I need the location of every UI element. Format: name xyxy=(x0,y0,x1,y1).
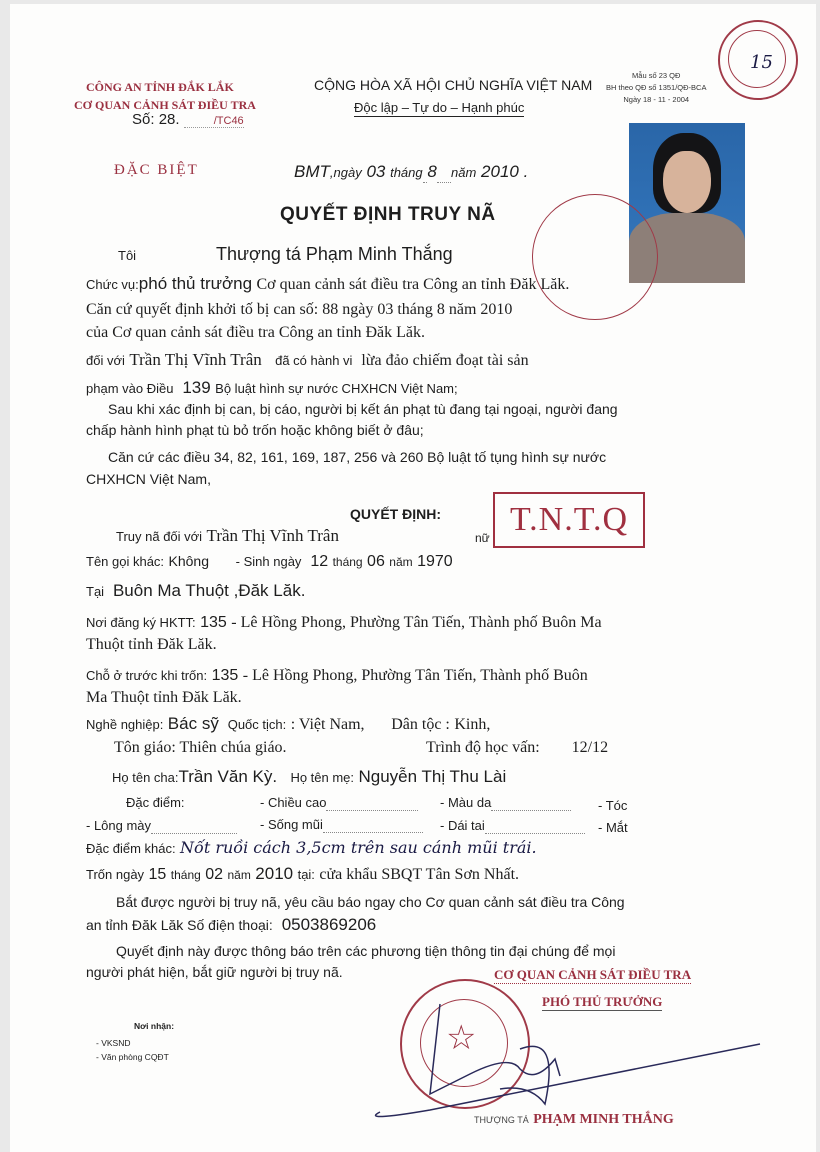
father-name: Trần Văn Kỳ. xyxy=(178,767,278,786)
residence-number: 135 xyxy=(211,667,239,684)
basis-line-2: của Cơ quan cảnh sát điều tra Công an tỉnh Đăk Lăk. xyxy=(86,324,426,341)
religion-value: Thiên chúa giáo. xyxy=(179,739,287,756)
motto: Độc lập – Tự do – Hạnh phúc xyxy=(354,100,525,115)
feature-skin xyxy=(440,795,571,811)
basis-suspect-name: Trần Thị Vĩnh Trân xyxy=(129,350,262,369)
dob-thang: tháng xyxy=(332,555,363,569)
position-rest: Cơ quan cảnh sát điều tra Công an tỉnh Đăk Lăk. xyxy=(256,276,570,293)
form-line-1: Mẫu số 23 QĐ xyxy=(632,71,681,80)
alias-dob-line xyxy=(86,553,453,571)
dob-year: 1970 xyxy=(417,553,453,570)
signatory xyxy=(474,1110,674,1128)
recipient-item: - VKSND xyxy=(96,1038,131,1048)
basis-para-2a: Sau khi xác định bị can, bị cáo, người bị kết án phạt tù đang tại ngoại, người đang xyxy=(108,401,618,417)
basis-article-label: phạm vào Điều xyxy=(86,381,174,396)
feature-height xyxy=(260,795,418,811)
residence-label: Chỗ ở trước khi trốn: xyxy=(86,668,208,683)
basis-line-1 xyxy=(86,301,512,319)
tntq-stamp: T.N.T.Q xyxy=(493,492,645,548)
escape-place-label: tại: xyxy=(297,867,315,882)
escape-place: cửa khẩu SBQT Tân Sơn Nhất. xyxy=(319,866,520,883)
recipients-label: Nơi nhận: xyxy=(134,1021,175,1031)
date-month: 8 xyxy=(427,162,437,181)
feature-nose xyxy=(260,817,423,833)
doc-number xyxy=(132,111,244,128)
feature-nose-label: - Sống mũi xyxy=(260,817,323,832)
doc-number-value: 28. xyxy=(158,111,180,128)
signature-role: PHÓ THỦ TRƯỞNG xyxy=(542,994,663,1009)
occupation-label: Nghề nghiệp: xyxy=(86,717,164,732)
birthplace-line xyxy=(86,581,305,601)
position-value: phó thủ trưởng xyxy=(138,274,253,293)
education-label: Trình độ học vấn: xyxy=(426,739,540,756)
birthplace-label: Tại xyxy=(86,584,105,599)
basis-doi-voi: đối với xyxy=(86,353,125,368)
mother-name: Nguyễn Thị Thu Lài xyxy=(358,767,507,786)
hktt-number: 135 xyxy=(200,614,227,631)
agency-line-2: CƠ QUAN CẢNH SÁT ĐIỀU TRA xyxy=(74,98,256,112)
hktt-line-2: Thuột tỉnh Đăk Lăk. xyxy=(86,636,217,653)
agency-line-1: CÔNG AN TỈNH ĐẮK LẮK xyxy=(86,80,234,94)
basis-para-3a: Căn cứ các điều 34, 82, 161, 169, 187, 256 và 260 Bộ luật tố tụng hình sự nước xyxy=(108,449,607,465)
basis-article: 139 xyxy=(182,378,211,397)
date-thang-label: tháng xyxy=(390,165,423,180)
notice-para-2a: Quyết định này được thông báo trên các phương tiện thông tin đại chúng để mọi xyxy=(116,943,616,959)
gender: nữ xyxy=(475,531,490,545)
seal-star-icon: ☆ xyxy=(446,1019,477,1057)
birthplace-value: Buôn Ma Thuột ,Đăk Lăk. xyxy=(112,581,306,600)
basis-para-3b: CHXHCN Việt Nam, xyxy=(86,471,211,487)
signatory-rank: THƯỢNG TÁ xyxy=(474,1115,529,1125)
escape-month: 02 xyxy=(205,866,224,883)
feature-other-line xyxy=(86,838,537,858)
feature-height-label: - Chiều cao xyxy=(260,795,327,810)
nationality-value: : Việt Nam, xyxy=(290,716,365,733)
feature-earlobe xyxy=(440,818,585,834)
parents-line xyxy=(112,767,506,787)
doc-number-suffix: /TC46 xyxy=(184,115,244,128)
issuer-name: Thượng tá Phạm Minh Thắng xyxy=(216,244,453,264)
escape-label: Trốn ngày xyxy=(86,867,145,882)
basis-label: Căn cứ quyết định khởi tố bị can số: xyxy=(86,301,319,318)
feature-eyebrows-label: - Lông mày xyxy=(86,818,152,833)
issuer-toi: Tôi xyxy=(118,248,137,263)
features-label: Đặc điểm: xyxy=(126,795,185,810)
feature-hair: - Tóc xyxy=(598,798,628,813)
escape-thang: tháng xyxy=(170,868,201,882)
form-info xyxy=(606,70,706,106)
escape-line xyxy=(86,864,519,884)
feature-other-label: Đặc điểm khác: xyxy=(86,841,176,856)
residence-line-2: Ma Thuột tỉnh Đăk Lăk. xyxy=(86,689,242,706)
page-mark: 15 xyxy=(750,52,773,73)
ethnicity-value: Kinh, xyxy=(454,716,491,733)
dob-day: 12 xyxy=(310,553,329,570)
wanted-name: Trần Thị Vĩnh Trân xyxy=(206,526,339,545)
religion-label: Tôn giáo: xyxy=(114,739,176,756)
position-label: Chức vụ: xyxy=(86,277,139,292)
date-year: 2010 xyxy=(481,162,519,181)
signature-scribble xyxy=(370,994,770,1124)
form-line-2: BH theo QĐ số 1351/QĐ-BCA xyxy=(606,83,707,92)
signatory-name: PHẠM MINH THẮNG xyxy=(533,1112,674,1127)
hktt-address: - Lê Hồng Phong, Phường Tân Tiến, Thành phố Buôn Ma xyxy=(231,614,602,631)
classification-stamp: ĐẶC BIỆT xyxy=(114,162,199,178)
residence-line-1 xyxy=(86,667,588,685)
form-line-3: Ngày 18 - 11 - 2004 xyxy=(623,95,690,104)
escape-year: 2010 xyxy=(255,864,294,883)
photo-seal xyxy=(532,194,658,320)
occupation-line xyxy=(86,714,490,734)
basis-article-rest: Bộ luật hình sự nước CHXHCN Việt Nam; xyxy=(215,381,458,396)
date-place: BMT xyxy=(294,162,330,181)
escape-nam: năm xyxy=(227,868,251,882)
escape-day: 15 xyxy=(148,866,167,883)
father-label: Họ tên cha: xyxy=(112,770,179,785)
residence-address: - Lê Hồng Phong, Phường Tân Tiến, Thành phố Buôn xyxy=(242,667,588,684)
education-line xyxy=(426,739,608,757)
dob-nam: năm xyxy=(389,555,413,569)
date-day: 03 xyxy=(366,162,386,181)
religion-line xyxy=(114,739,287,757)
decision-heading: QUYẾT ĐỊNH: xyxy=(350,506,441,522)
alias-label: Tên gọi khác: xyxy=(86,554,165,569)
feature-skin-label: - Màu da xyxy=(440,795,492,810)
basis-mid: đã có hành vi xyxy=(275,353,353,368)
basis-line-3 xyxy=(86,350,529,370)
date-ngay-label: ,ngày xyxy=(329,165,362,180)
document-title: QUYẾT ĐỊNH TRUY NÃ xyxy=(280,204,496,225)
basis-act: lừa đảo chiếm đoạt tài sản xyxy=(361,352,529,369)
wanted-label: Truy nã đối với xyxy=(116,529,203,544)
date-end: . xyxy=(523,162,529,181)
dob-label: - Sinh ngày xyxy=(235,554,302,569)
notice-para-1b xyxy=(86,915,376,935)
doc-number-label: Số: xyxy=(132,111,155,128)
issuer-position xyxy=(86,274,569,294)
date-nam-label: năm xyxy=(451,165,477,180)
education-value: 12/12 xyxy=(571,739,609,756)
date-line xyxy=(294,162,528,183)
basis-value: 88 ngày 03 tháng 8 năm 2010 xyxy=(322,301,513,318)
feature-eyebrows xyxy=(86,818,237,834)
signature-agency: CƠ QUAN CẢNH SÁT ĐIỀU TRA xyxy=(494,967,692,982)
feature-other-handwritten: Nốt ruồi cách 3,5cm trên sau cánh mũi trái. xyxy=(180,838,537,857)
feature-earlobe-label: - Dái tai xyxy=(440,818,485,833)
notice-para-2b: người phát hiện, bắt giữ người bị truy nã. xyxy=(86,964,343,980)
dob-month: 06 xyxy=(367,553,385,570)
basis-para-2b: chấp hành hình phạt tù bỏ trốn hoặc không biết ở đâu; xyxy=(86,422,424,438)
alias-value: Không xyxy=(168,553,209,569)
hktt-line-1 xyxy=(86,614,602,632)
notice-phone: 0503869206 xyxy=(281,915,377,934)
wanted-notice-document xyxy=(10,4,816,1152)
wanted-line xyxy=(116,526,339,546)
ethnicity-label: Dân tộc : xyxy=(391,716,450,733)
nationality-label: Quốc tịch: xyxy=(227,717,287,732)
hktt-label: Nơi đăng ký HKTT: xyxy=(86,615,196,630)
basis-line-4 xyxy=(86,378,458,398)
notice-para-1a: Bắt được người bị truy nã, yêu cầu báo ngay cho Cơ quan cảnh sát điều tra Công xyxy=(116,894,625,910)
feature-eyes: - Mắt xyxy=(598,820,628,835)
notice-phone-label: an tỉnh Đăk Lăk Số điện thoại: xyxy=(86,917,273,933)
mother-label: Họ tên mẹ: xyxy=(290,770,355,785)
recipient-item: - Văn phòng CQĐT xyxy=(96,1052,169,1062)
nation-title: CỘNG HÒA XÃ HỘI CHỦ NGHĨA VIỆT NAM xyxy=(314,77,593,93)
occupation-value: Bác sỹ xyxy=(167,714,219,733)
